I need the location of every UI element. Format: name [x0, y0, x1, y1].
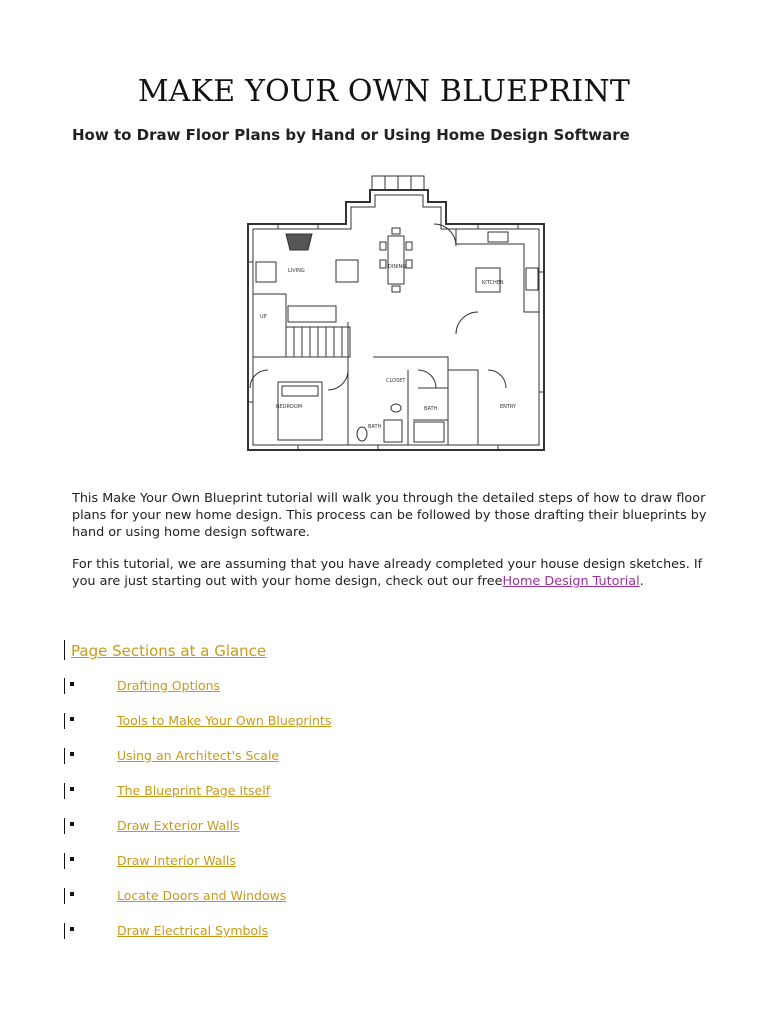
- home-design-tutorial-link[interactable]: Home Design Tutorial: [502, 574, 640, 589]
- bookmark-marker: [64, 748, 65, 764]
- link-doors-windows[interactable]: Locate Doors and Windows: [117, 888, 287, 903]
- chair: [256, 262, 276, 282]
- label-living: LIVING: [288, 268, 305, 274]
- stairs: [286, 327, 350, 357]
- label-kitchen: KITCHEN: [482, 280, 504, 286]
- bullet-icon: [70, 787, 74, 791]
- bullet-icon: [70, 682, 74, 686]
- page-title: MAKE YOUR OWN BLUEPRINT: [137, 74, 631, 109]
- shower: [384, 420, 402, 442]
- kitchen-counter: [456, 229, 539, 312]
- link-electrical-symbols[interactable]: Draw Electrical Symbols: [117, 923, 269, 938]
- bookmark-marker: [64, 678, 65, 694]
- page-subtitle: How to Draw Floor Plans by Hand or Using Home Design Software: [72, 126, 630, 144]
- intro-paragraph-2-text: For this tutorial, we are assuming that you have already completed your house design sketches. If you are just starting out with your home design, check out our free: [72, 557, 703, 589]
- intro-paragraph-2-end: .: [639, 574, 644, 589]
- fireplace: [286, 234, 312, 250]
- link-architects-scale[interactable]: Using an Architect's Scale: [117, 748, 280, 763]
- bullet-icon: [70, 892, 74, 896]
- bookmark-marker: [64, 713, 65, 729]
- bullet-icon: [70, 857, 74, 861]
- intro-paragraph-2: [72, 556, 712, 590]
- bullet-icon: [70, 717, 74, 721]
- link-exterior-walls[interactable]: Draw Exterior Walls: [117, 818, 240, 833]
- link-blueprint-page[interactable]: The Blueprint Page Itself: [117, 783, 271, 798]
- intro-paragraph-1: This Make Your Own Blueprint tutorial will walk you through the detailed steps of how to draw floor plans for your new home design. This process can be followed by those drafting their blueprints by hand or using home design software.: [72, 491, 707, 540]
- dining-chairs: [380, 228, 412, 292]
- bookmark-marker: [64, 923, 65, 939]
- bed-pillow: [282, 386, 318, 396]
- toilet: [357, 427, 367, 441]
- tub: [414, 422, 444, 442]
- bullet-icon: [70, 927, 74, 931]
- bookmark-marker: [64, 853, 65, 869]
- label-closet: CLOSET: [386, 378, 406, 384]
- floor-plan-image: [238, 172, 550, 460]
- bed: [278, 382, 322, 440]
- sink: [488, 232, 508, 242]
- page-sections-link[interactable]: Page Sections at a Glance: [71, 642, 267, 660]
- label-dining: DINING: [388, 264, 407, 270]
- armchair: [336, 260, 358, 282]
- label-up: UP: [260, 314, 267, 320]
- link-tools[interactable]: Tools to Make Your Own Blueprints: [117, 713, 332, 728]
- label-bath-2: BATH: [368, 424, 382, 430]
- label-bath-1: BATH: [424, 406, 438, 412]
- sofa: [288, 306, 336, 322]
- windows: [248, 224, 544, 450]
- link-interior-walls[interactable]: Draw Interior Walls: [117, 853, 236, 868]
- bullet-icon: [70, 822, 74, 826]
- label-entry: ENTRY: [500, 404, 517, 410]
- bookmark-marker: [64, 783, 65, 799]
- range: [526, 268, 538, 290]
- bookmark-marker: [64, 818, 65, 834]
- link-drafting-options[interactable]: Drafting Options: [117, 678, 221, 693]
- bookmark-marker: [64, 640, 65, 660]
- french-doors: [372, 176, 424, 190]
- bullet-icon: [70, 752, 74, 756]
- page-sections-heading: [64, 640, 266, 660]
- sink-bath: [391, 404, 401, 412]
- dining-table: [388, 236, 407, 284]
- label-bedroom: BEDROOM: [276, 404, 303, 410]
- bookmark-marker: [64, 888, 65, 904]
